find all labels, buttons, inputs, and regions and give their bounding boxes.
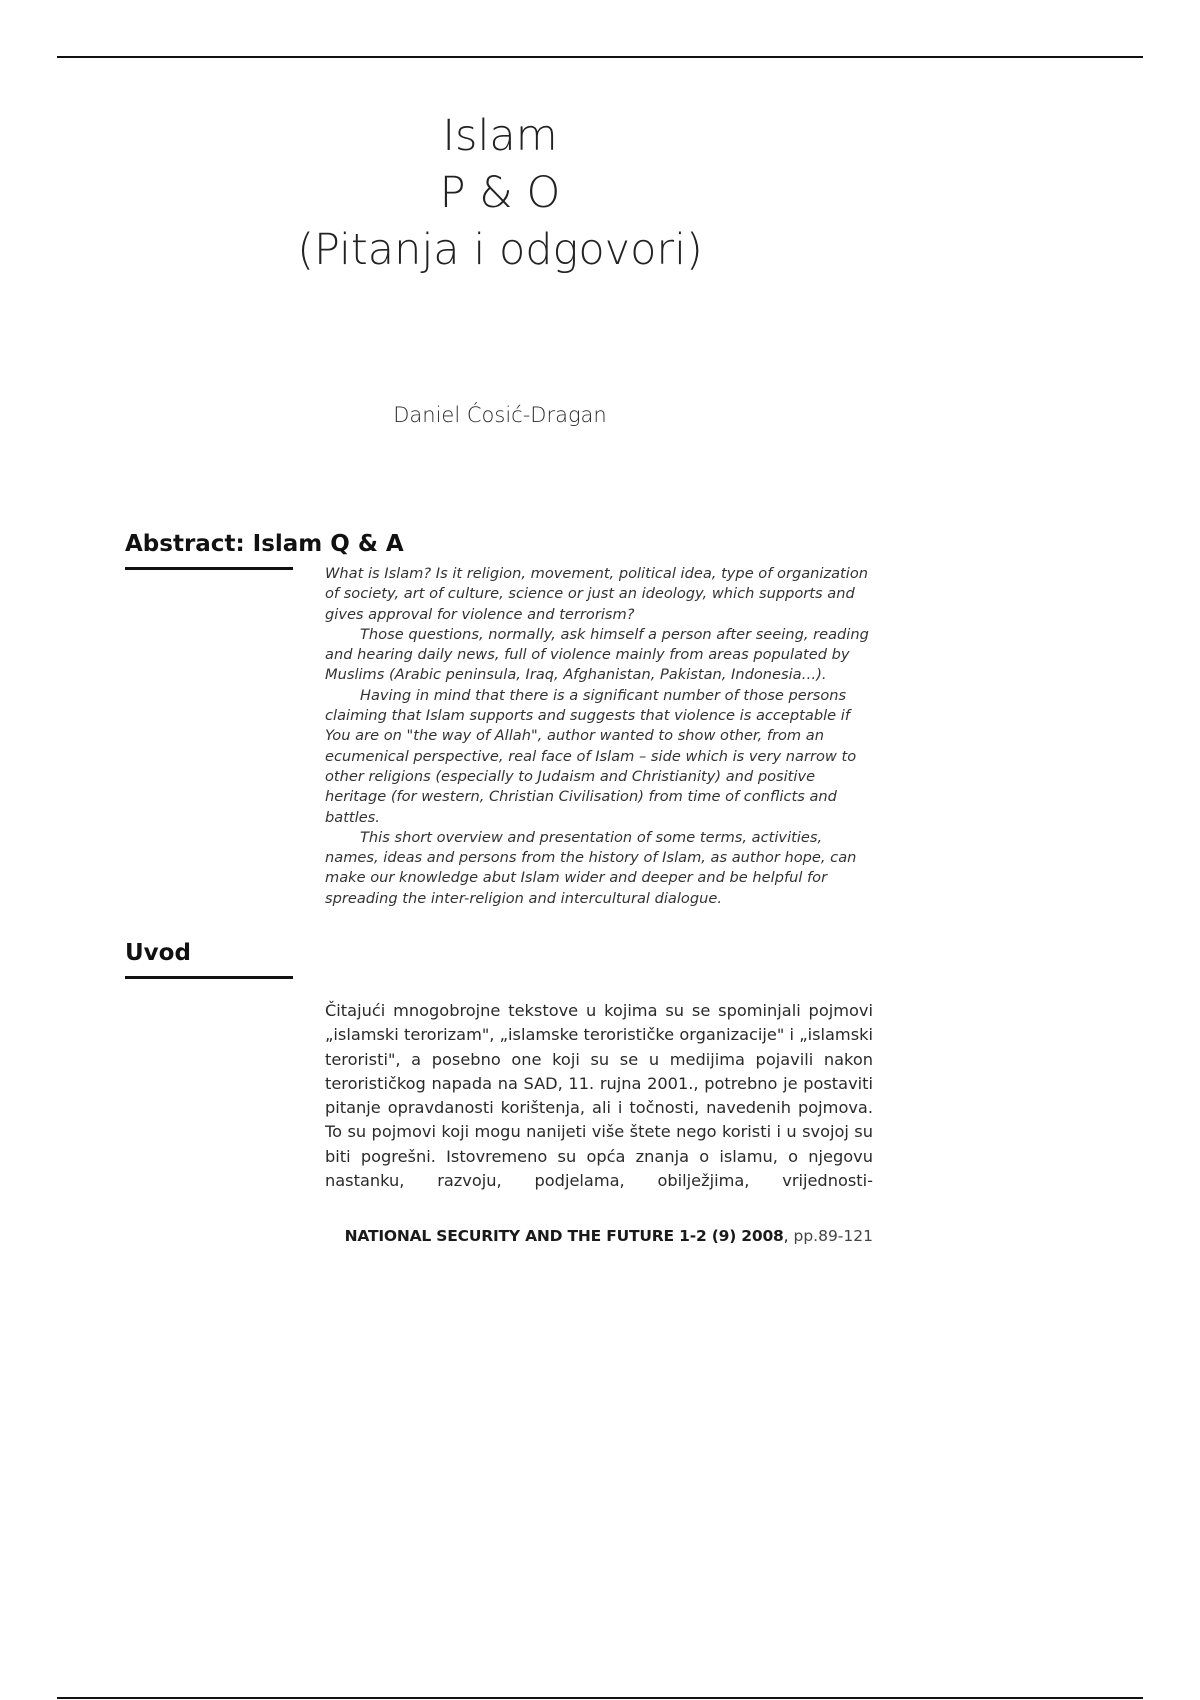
abstract-heading: Abstract: Islam Q & A xyxy=(125,531,404,557)
top-rule xyxy=(57,56,1143,58)
abstract-paragraph: Those questions, normally, ask himself a person after seeing, reading and hearing daily news, full of violence mainly from areas populated by Muslims (Arabic peninsula, Iraq, Afghanistan, Pakistan, Indonesia…). xyxy=(325,625,869,684)
abstract-paragraph: This short overview and presentation of some terms, activities, names, ideas and persons from the history of Islam, as author hope, can make our knowledge abut Islam wider and deeper and be helpful for spreading the inter-religion and intercultural dialogue. xyxy=(325,828,857,907)
intro-heading-rule xyxy=(125,976,293,979)
intro-body-text: Čitajući mnogobrojne tekstove u kojima su se spominjali pojmovi „islamski terorizam", „islamske terorističke organizacije" i „islamski teroristi", a posebno one koji su se u medijima pojavili nakon terorističkog napada na SAD, 11. rujna 2001., potrebno je postaviti pitanje opravdanosti korištenja, ali i točnosti, navedenih pojmova. To su pojmovi koji mogu nanijeti više štete nego koristi i u svojoj su biti pogrešni. Istovremeno su opća znanja o islamu, o njegovu nastanku, razvoju, podjelama, obilježjima, vrijednosti- xyxy=(325,1001,873,1191)
abstract-paragraph: What is Islam? Is it religion, movement, political idea, type of organization of society, art of culture, science or just an ideology, which supports and gives approval for violence and terrorism? xyxy=(325,565,869,623)
journal-separator: , xyxy=(783,1227,794,1245)
abstract-heading-rule xyxy=(125,567,293,570)
journal-name: NATIONAL SECURITY AND THE FUTURE 1-2 (9) 2008 xyxy=(344,1227,784,1245)
author-name: Daniel Ćosić-Dragan xyxy=(393,403,607,427)
journal-pages: pp.89-121 xyxy=(793,1227,873,1245)
abstract-body xyxy=(325,564,873,909)
title-line-1: Islam xyxy=(442,111,558,161)
title-line-3: (Pitanja i odgovori) xyxy=(297,225,703,275)
article-title xyxy=(0,108,1000,279)
intro-heading: Uvod xyxy=(125,940,191,966)
abstract-paragraph: Having in mind that there is a significant number of those persons claiming that Islam supports and suggests that violence is acceptable if You are on "the way of Allah", author wanted to show other, from an ecumenical perspective, real face of Islam – side which is very narrow to other religions (especially to Judaism and Christianity) and positive heritage (for western, Christian Civilisation) from time of conflicts and battles. xyxy=(325,686,857,826)
journal-citation xyxy=(325,1227,873,1245)
bottom-rule xyxy=(57,1697,1143,1699)
title-line-2: P & O xyxy=(439,168,561,218)
